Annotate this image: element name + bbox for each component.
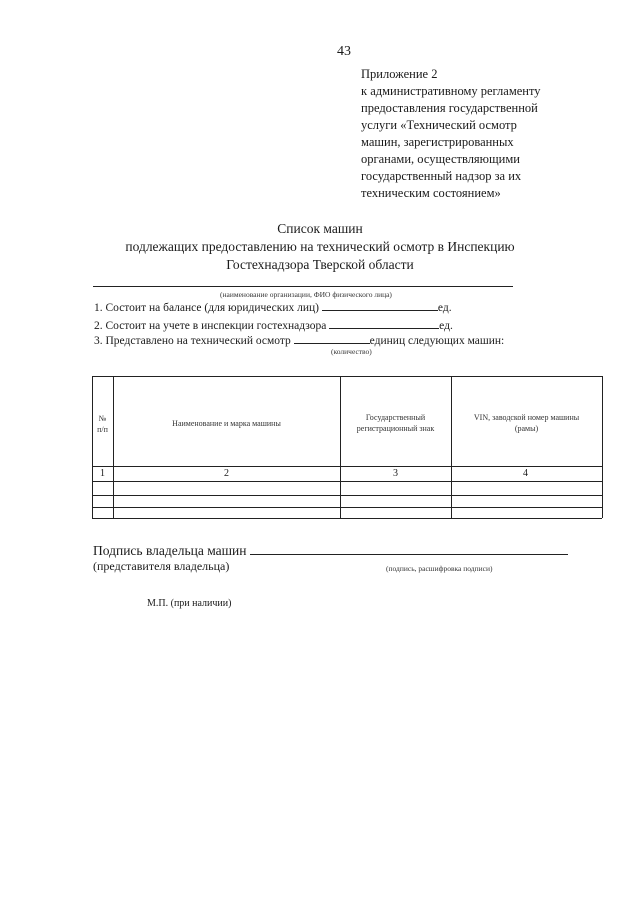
signature-label: Подпись владельца машин	[93, 543, 247, 558]
balance-label: 1. Состоит на балансе (для юридических лиц)	[94, 302, 320, 314]
header-number: № п/п	[97, 414, 108, 434]
header-reg-plate: Государственный регистрационный знак	[356, 413, 435, 433]
document-subtitle: подлежащих предоставлению на технический осмотр в Инспекцию	[125, 239, 515, 254]
column-number-2: 2	[224, 468, 229, 479]
table-col-line	[451, 376, 452, 518]
appendix-block	[361, 66, 541, 202]
table-col-line	[113, 376, 114, 518]
presented-blank	[294, 333, 370, 344]
document-title: Список машин	[277, 221, 363, 236]
balance-unit: ед.	[437, 302, 452, 314]
table-row-divider	[92, 481, 602, 482]
appendix-line: государственный надзор за их	[361, 169, 522, 183]
column-number-3: 3	[393, 468, 398, 479]
signature-line	[93, 542, 568, 559]
appendix-line: органами, осуществляющими	[361, 152, 520, 166]
presented-label: 3. Представлено на технический осмотр	[94, 335, 291, 347]
column-number-1: 1	[100, 468, 105, 479]
table-col-line	[340, 376, 341, 518]
appendix-line: машин, зарегистрированных	[361, 135, 514, 149]
header-machine-name: Наименование и марка машины	[172, 419, 281, 428]
signature-blank	[250, 542, 568, 555]
table-col-line	[602, 376, 603, 518]
appendix-line: техническим состоянием»	[361, 186, 501, 200]
stamp-label: М.П. (при наличии)	[147, 598, 232, 609]
appendix-line: Приложение 2	[361, 67, 438, 81]
registered-unit: ед.	[439, 320, 453, 332]
document-subtitle: Гостехнадзора Тверской области	[226, 257, 414, 272]
table-row-divider	[92, 495, 602, 496]
org-name-caption: (наименование организации, ФИО физического лица)	[220, 290, 392, 299]
appendix-line: предоставления государственной	[361, 101, 538, 115]
representative-label: (представителя владельца)	[93, 559, 230, 573]
table-header-bottom	[92, 466, 602, 467]
page-number: 43	[337, 44, 351, 59]
appendix-line: услуги «Технический осмотр	[361, 118, 517, 132]
appendix-line: к административному регламенту	[361, 84, 541, 98]
org-name-line	[93, 286, 513, 287]
balance-line	[94, 300, 452, 314]
header-vin: VIN, заводской номер машины (рамы)	[473, 413, 580, 433]
table-border-bottom	[92, 518, 602, 519]
presented-unit: единиц следующих машин:	[369, 335, 505, 347]
quantity-caption: (количество)	[331, 347, 372, 356]
balance-blank	[322, 300, 438, 311]
presented-line	[94, 333, 504, 347]
signature-caption: (подпись, расшифровка подписи)	[386, 564, 493, 573]
column-number-4: 4	[523, 468, 528, 479]
registered-line	[94, 318, 453, 332]
table-border-top	[92, 376, 602, 377]
table-row-divider	[92, 507, 602, 508]
registered-blank	[329, 318, 439, 329]
registered-label: 2. Состоит на учете в инспекции гостехнадзора	[94, 320, 327, 332]
table-col-line	[92, 376, 93, 518]
